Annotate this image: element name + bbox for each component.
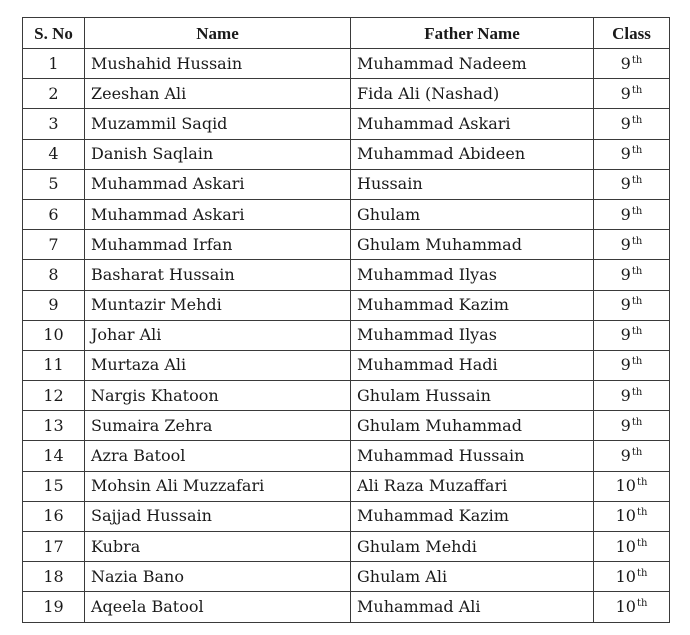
header-row <box>23 18 670 49</box>
cell-sno: 3 <box>23 109 85 139</box>
cell-sno: 9 <box>23 290 85 320</box>
class-number: 9 <box>620 264 631 284</box>
cell-class <box>594 562 670 592</box>
cell-sno: 18 <box>23 562 85 592</box>
header-name: Name <box>85 18 351 49</box>
table-header <box>23 18 670 49</box>
cell-name: Muhammad Irfan <box>85 230 351 260</box>
class-suffix: th <box>631 296 643 308</box>
cell-name: Muntazir Mehdi <box>85 290 351 320</box>
cell-class <box>594 230 670 260</box>
cell-father-name: Muhammad Hadi <box>351 350 594 380</box>
cell-name: Mohsin Ali Muzzafari <box>85 471 351 501</box>
cell-name: Aqeela Batool <box>85 592 351 622</box>
student-list-document <box>22 17 669 623</box>
cell-father-name: Muhammad Hussain <box>351 441 594 471</box>
class-suffix: th <box>631 386 643 398</box>
cell-class <box>594 199 670 229</box>
class-number: 9 <box>620 53 631 73</box>
cell-sno: 8 <box>23 260 85 290</box>
cell-class <box>594 532 670 562</box>
header-class: Class <box>594 18 670 49</box>
class-number: 10 <box>615 596 636 616</box>
cell-sno: 14 <box>23 441 85 471</box>
cell-name: Kubra <box>85 532 351 562</box>
table-row <box>23 230 670 260</box>
cell-father-name: Ghulam Muhammad <box>351 230 594 260</box>
cell-sno: 16 <box>23 501 85 531</box>
table-row <box>23 260 670 290</box>
cell-sno: 17 <box>23 532 85 562</box>
cell-father-name: Muhammad Nadeem <box>351 49 594 79</box>
class-number: 9 <box>620 144 631 164</box>
class-suffix: th <box>636 507 648 519</box>
class-number: 10 <box>615 566 636 586</box>
table-row <box>23 381 670 411</box>
cell-sno: 19 <box>23 592 85 622</box>
class-suffix: th <box>631 416 643 428</box>
cell-class <box>594 592 670 622</box>
student-table <box>22 17 670 623</box>
cell-class <box>594 139 670 169</box>
cell-father-name: Muhammad Kazim <box>351 290 594 320</box>
table-row <box>23 290 670 320</box>
cell-name: Sumaira Zehra <box>85 411 351 441</box>
class-suffix: th <box>631 235 643 247</box>
class-number: 9 <box>620 325 631 345</box>
cell-sno: 12 <box>23 381 85 411</box>
class-number: 10 <box>615 506 636 526</box>
table-row <box>23 532 670 562</box>
cell-father-name: Muhammad Ilyas <box>351 260 594 290</box>
class-suffix: th <box>631 356 643 368</box>
table-row <box>23 411 670 441</box>
class-number: 9 <box>620 113 631 133</box>
table-row <box>23 320 670 350</box>
cell-name: Muzammil Saqid <box>85 109 351 139</box>
table-row <box>23 471 670 501</box>
table-row <box>23 350 670 380</box>
cell-class <box>594 381 670 411</box>
cell-sno: 1 <box>23 49 85 79</box>
cell-class <box>594 350 670 380</box>
cell-sno: 10 <box>23 320 85 350</box>
header-sno: S. No <box>23 18 85 49</box>
cell-sno: 4 <box>23 139 85 169</box>
table-row <box>23 441 670 471</box>
class-number: 10 <box>615 536 636 556</box>
class-number: 9 <box>620 415 631 435</box>
cell-sno: 11 <box>23 350 85 380</box>
cell-class <box>594 79 670 109</box>
cell-class <box>594 169 670 199</box>
cell-class <box>594 260 670 290</box>
cell-name: Azra Batool <box>85 441 351 471</box>
cell-class <box>594 411 670 441</box>
class-suffix: th <box>636 597 648 609</box>
cell-class <box>594 49 670 79</box>
class-number: 9 <box>620 234 631 254</box>
cell-father-name: Muhammad Kazim <box>351 501 594 531</box>
class-suffix: th <box>636 477 648 489</box>
cell-father-name: Fida Ali (Nashad) <box>351 79 594 109</box>
class-suffix: th <box>631 84 643 96</box>
header-father-name: Father Name <box>351 18 594 49</box>
table-row <box>23 501 670 531</box>
cell-name: Zeeshan Ali <box>85 79 351 109</box>
cell-father-name: Muhammad Askari <box>351 109 594 139</box>
cell-father-name: Ghulam <box>351 199 594 229</box>
table-row <box>23 199 670 229</box>
cell-name: Muhammad Askari <box>85 169 351 199</box>
table-row <box>23 169 670 199</box>
cell-sno: 13 <box>23 411 85 441</box>
class-suffix: th <box>631 265 643 277</box>
cell-class <box>594 320 670 350</box>
class-suffix: th <box>631 145 643 157</box>
class-number: 10 <box>615 476 636 496</box>
cell-father-name: Ghulam Mehdi <box>351 532 594 562</box>
cell-name: Johar Ali <box>85 320 351 350</box>
class-number: 9 <box>620 355 631 375</box>
cell-name: Danish Saqlain <box>85 139 351 169</box>
cell-class <box>594 471 670 501</box>
class-suffix: th <box>631 175 643 187</box>
cell-name: Nargis Khatoon <box>85 381 351 411</box>
table-row <box>23 79 670 109</box>
cell-sno: 6 <box>23 199 85 229</box>
class-suffix: th <box>631 205 643 217</box>
cell-sno: 2 <box>23 79 85 109</box>
cell-sno: 7 <box>23 230 85 260</box>
cell-name: Sajjad Hussain <box>85 501 351 531</box>
class-suffix: th <box>636 567 648 579</box>
class-number: 9 <box>620 204 631 224</box>
table-body <box>23 49 670 623</box>
table-row <box>23 49 670 79</box>
class-number: 9 <box>620 295 631 315</box>
cell-sno: 15 <box>23 471 85 501</box>
class-number: 9 <box>620 385 631 405</box>
cell-father-name: Muhammad Ilyas <box>351 320 594 350</box>
cell-father-name: Muhammad Abideen <box>351 139 594 169</box>
table-row <box>23 109 670 139</box>
cell-sno: 5 <box>23 169 85 199</box>
cell-father-name: Ghulam Ali <box>351 562 594 592</box>
cell-name: Murtaza Ali <box>85 350 351 380</box>
class-suffix: th <box>631 326 643 338</box>
cell-father-name: Muhammad Ali <box>351 592 594 622</box>
class-suffix: th <box>631 54 643 66</box>
cell-class <box>594 290 670 320</box>
table-row <box>23 592 670 622</box>
cell-father-name: Ghulam Hussain <box>351 381 594 411</box>
cell-name: Basharat Hussain <box>85 260 351 290</box>
cell-name: Mushahid Hussain <box>85 49 351 79</box>
class-suffix: th <box>631 447 643 459</box>
table-row <box>23 139 670 169</box>
class-number: 9 <box>620 446 631 466</box>
class-number: 9 <box>620 83 631 103</box>
cell-class <box>594 109 670 139</box>
class-suffix: th <box>636 537 648 549</box>
table-row <box>23 562 670 592</box>
cell-name: Nazia Bano <box>85 562 351 592</box>
class-suffix: th <box>631 114 643 126</box>
cell-class <box>594 441 670 471</box>
class-number: 9 <box>620 174 631 194</box>
cell-father-name: Hussain <box>351 169 594 199</box>
cell-name: Muhammad Askari <box>85 199 351 229</box>
cell-class <box>594 501 670 531</box>
cell-father-name: Ghulam Muhammad <box>351 411 594 441</box>
cell-father-name: Ali Raza Muzaffari <box>351 471 594 501</box>
